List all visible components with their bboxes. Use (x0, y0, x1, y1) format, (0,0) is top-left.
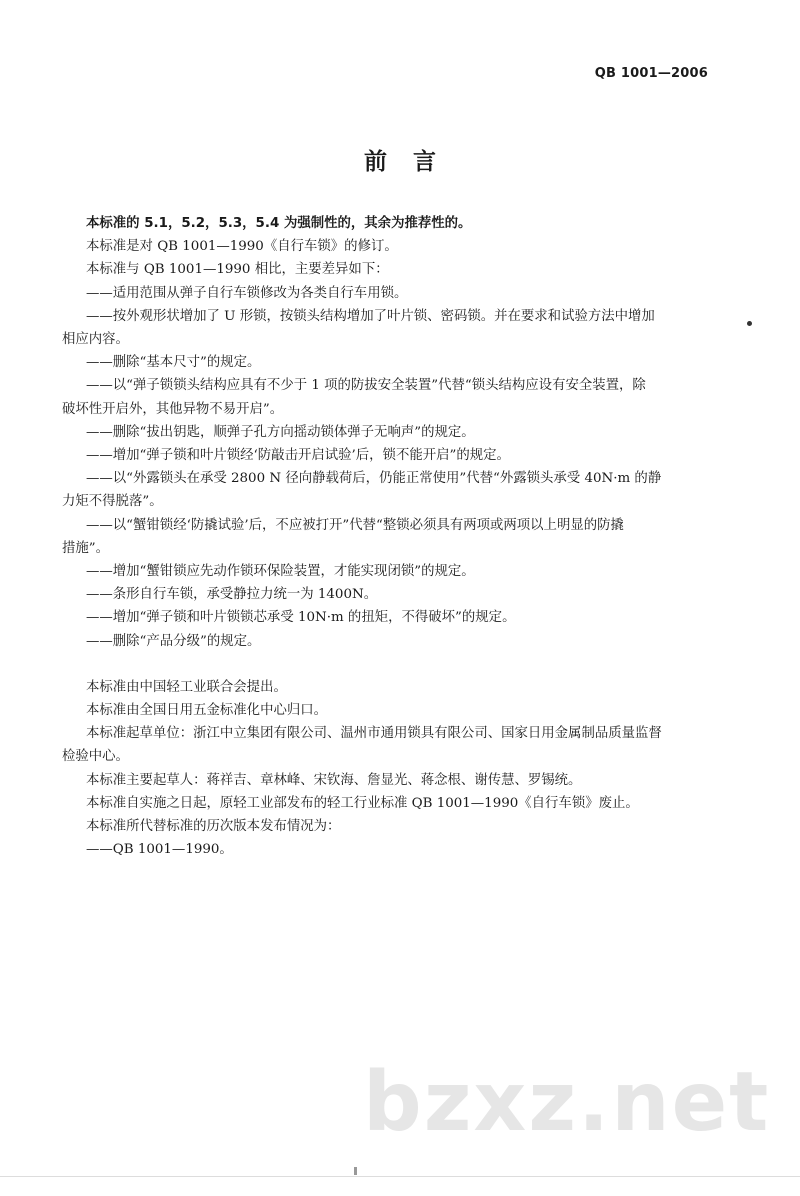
watermark-logo: bzxz.net (363, 1055, 771, 1150)
list-item: ——按外观形状增加了 U 形锁，按锁头结构增加了叶片锁、密码锁。并在要求和试验方法中增加 (86, 308, 655, 324)
paragraph-managed-by: 本标准由全国日用五金标准化中心归口。 (86, 703, 328, 719)
paragraph-history-intro: 本标准所代替标准的历次版本发布情况为： (86, 819, 341, 835)
list-item: ——以“外露锁头在承受 2800 N 径向静载荷后，仍能正常使用”代替“外露锁头承受 40N·m 的静 (86, 471, 662, 487)
page-title: 前言 (364, 149, 462, 175)
paragraph-differences-intro: 本标准与 QB 1001—1990 相比，主要差异如下： (86, 262, 389, 278)
list-item: ——删除“产品分级”的规定。 (86, 633, 261, 649)
list-item: ——以“弹子锁锁头结构应具有不少于 1 项的防拔安全装置”代替“锁头结构应设有安全装置，除 (86, 378, 646, 394)
scan-mark (354, 1167, 357, 1175)
list-item: ——增加“蟹钳锁应先动作锁环保险装置，才能实现闭锁”的规定。 (86, 564, 475, 580)
paragraph-proposed-by: 本标准由中国轻工业联合会提出。 (86, 679, 287, 695)
list-item-continuation: 破坏性开启外，其他异物不易开启”。 (62, 401, 284, 417)
list-item-continuation: 相应内容。 (62, 332, 129, 348)
list-item: ——QB 1001—1990。 (86, 842, 233, 858)
paragraph-mandatory-clauses: 本标准的 5.1，5.2，5.3，5.4 为强制性的，其余为推荐性的。 (86, 216, 472, 231)
list-item: ——条形自行车锁，承受静拉力统一为 1400N。 (86, 587, 378, 603)
list-item-continuation: 力矩不得脱落”。 (62, 494, 163, 510)
list-item: ——增加“弹子锁和叶片锁锁芯承受 10N·m 的扭矩，不得破坏”的规定。 (86, 610, 516, 626)
list-item: ——适用范围从弹子自行车锁修改为各类自行车用锁。 (86, 285, 408, 301)
paragraph-revision-of: 本标准是对 QB 1001—1990《自行车锁》的修订。 (86, 239, 398, 255)
list-item: ——删除“拔出钥匙，顺弹子孔方向摇动锁体弹子无响声”的规定。 (86, 424, 475, 440)
paragraph-drafters: 本标准主要起草人：蒋祥吉、章林峰、宋钦海、詹显光、蒋念根、谢传慧、罗锡统。 (86, 772, 582, 788)
list-item: ——增加“弹子锁和叶片锁经‘防敲击开启试验’后，锁不能开启”的规定。 (86, 448, 510, 464)
foreword-body (62, 212, 712, 861)
margin-dot (747, 321, 752, 326)
document-code: QB 1001—2006 (594, 66, 708, 81)
paragraph-supersedes: 本标准自实施之日起，原轻工业部发布的轻工行业标准 QB 1001—1990《自行车锁》废止。 (86, 795, 639, 811)
paragraph-drafting-units-continuation: 检验中心。 (62, 749, 129, 765)
list-item: ——以“蟹钳锁经‘防撬试验’后，不应被打开”代替“整锁必须具有两项或两项以上明显的防撬 (86, 517, 624, 533)
list-item-continuation: 措施”。 (62, 540, 110, 556)
list-item: ——删除“基本尺寸”的规定。 (86, 355, 261, 371)
paragraph-drafting-units: 本标准起草单位：浙江中立集团有限公司、温州市通用锁具有限公司、国家日用金属制品质量监督 (86, 726, 662, 742)
page-bottom-edge (0, 1176, 800, 1177)
